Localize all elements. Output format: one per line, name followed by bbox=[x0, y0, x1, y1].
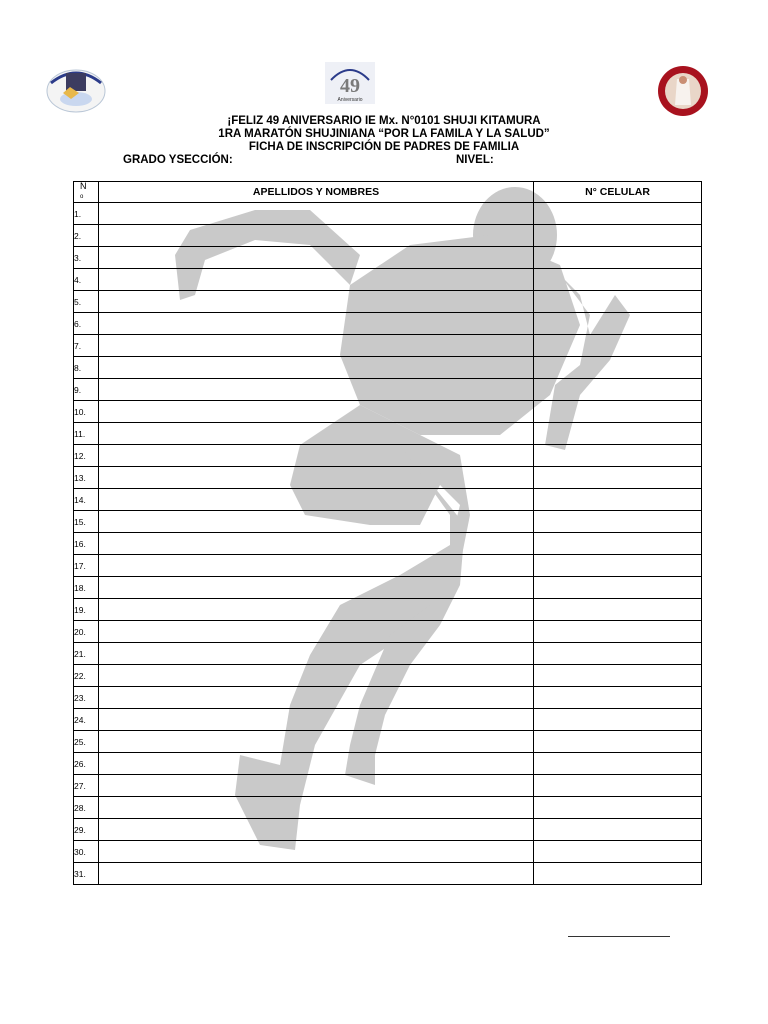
title-form: FICHA DE INSCRIPCIÓN DE PADRES DE FAMILIA bbox=[248, 141, 520, 153]
name-cell[interactable] bbox=[99, 775, 534, 797]
table-row bbox=[74, 797, 702, 819]
name-cell[interactable] bbox=[99, 665, 534, 687]
row-number: 26. bbox=[74, 753, 99, 775]
phone-cell[interactable] bbox=[534, 555, 702, 577]
name-cell[interactable] bbox=[99, 313, 534, 335]
row-number: 22. bbox=[74, 665, 99, 687]
name-cell[interactable] bbox=[99, 533, 534, 555]
name-cell[interactable] bbox=[99, 797, 534, 819]
name-cell[interactable] bbox=[99, 599, 534, 621]
phone-cell[interactable] bbox=[534, 225, 702, 247]
anniversary-49-logo bbox=[325, 62, 375, 104]
name-cell[interactable] bbox=[99, 621, 534, 643]
row-number: 12. bbox=[74, 445, 99, 467]
name-cell[interactable] bbox=[99, 687, 534, 709]
phone-cell[interactable] bbox=[534, 819, 702, 841]
phone-cell[interactable] bbox=[534, 753, 702, 775]
table-row bbox=[74, 313, 702, 335]
header-phone: N° CELULAR bbox=[534, 182, 702, 203]
header-number-label: N bbox=[80, 181, 87, 191]
grado-seccion-label: GRADO YSECCIÓN: bbox=[123, 154, 233, 166]
row-number: 4. bbox=[74, 269, 99, 291]
row-number: 13. bbox=[74, 467, 99, 489]
row-number: 19. bbox=[74, 599, 99, 621]
phone-cell[interactable] bbox=[534, 621, 702, 643]
row-number: 18. bbox=[74, 577, 99, 599]
row-number: 1. bbox=[74, 203, 99, 225]
name-cell[interactable] bbox=[99, 225, 534, 247]
name-cell[interactable] bbox=[99, 269, 534, 291]
name-cell[interactable] bbox=[99, 335, 534, 357]
row-number: 5. bbox=[74, 291, 99, 313]
table-row bbox=[74, 291, 702, 313]
phone-cell[interactable] bbox=[534, 445, 702, 467]
phone-cell[interactable] bbox=[534, 665, 702, 687]
phone-cell[interactable] bbox=[534, 797, 702, 819]
row-number: 20. bbox=[74, 621, 99, 643]
phone-cell[interactable] bbox=[534, 489, 702, 511]
phone-cell[interactable] bbox=[534, 379, 702, 401]
table-row bbox=[74, 401, 702, 423]
row-number: 27. bbox=[74, 775, 99, 797]
row-number: 31. bbox=[74, 863, 99, 885]
table-row bbox=[74, 577, 702, 599]
row-number: 30. bbox=[74, 841, 99, 863]
name-cell[interactable] bbox=[99, 863, 534, 885]
phone-cell[interactable] bbox=[534, 313, 702, 335]
table-row bbox=[74, 709, 702, 731]
phone-cell[interactable] bbox=[534, 533, 702, 555]
row-number: 11. bbox=[74, 423, 99, 445]
phone-cell[interactable] bbox=[534, 599, 702, 621]
registration-table bbox=[73, 181, 702, 885]
name-cell[interactable] bbox=[99, 445, 534, 467]
phone-cell[interactable] bbox=[534, 511, 702, 533]
row-number: 7. bbox=[74, 335, 99, 357]
row-number: 8. bbox=[74, 357, 99, 379]
phone-cell[interactable] bbox=[534, 291, 702, 313]
phone-cell[interactable] bbox=[534, 577, 702, 599]
phone-cell[interactable] bbox=[534, 643, 702, 665]
phone-cell[interactable] bbox=[534, 841, 702, 863]
row-number: 25. bbox=[74, 731, 99, 753]
table-row bbox=[74, 225, 702, 247]
row-number: 15. bbox=[74, 511, 99, 533]
table-row bbox=[74, 753, 702, 775]
row-number: 2. bbox=[74, 225, 99, 247]
name-cell[interactable] bbox=[99, 841, 534, 863]
row-number: 14. bbox=[74, 489, 99, 511]
phone-cell[interactable] bbox=[534, 731, 702, 753]
phone-cell[interactable] bbox=[534, 863, 702, 885]
nivel-label: NIVEL: bbox=[456, 154, 494, 166]
table-row bbox=[74, 863, 702, 885]
name-cell[interactable] bbox=[99, 511, 534, 533]
table-row bbox=[74, 731, 702, 753]
signature-line bbox=[568, 936, 670, 937]
name-cell[interactable] bbox=[99, 357, 534, 379]
table-row bbox=[74, 335, 702, 357]
table-row bbox=[74, 357, 702, 379]
row-number: 3. bbox=[74, 247, 99, 269]
name-cell[interactable] bbox=[99, 731, 534, 753]
name-cell[interactable] bbox=[99, 291, 534, 313]
phone-cell[interactable] bbox=[534, 335, 702, 357]
table-row bbox=[74, 269, 702, 291]
name-cell[interactable] bbox=[99, 379, 534, 401]
table-row bbox=[74, 423, 702, 445]
phone-cell[interactable] bbox=[534, 357, 702, 379]
table-row bbox=[74, 599, 702, 621]
name-cell[interactable] bbox=[99, 489, 534, 511]
table-row bbox=[74, 555, 702, 577]
table-row bbox=[74, 819, 702, 841]
title-anniversary: ¡FELIZ 49 ANIVERSARIO IE Mx. N°0101 SHUJI KITAMURA bbox=[227, 115, 541, 127]
name-cell[interactable] bbox=[99, 467, 534, 489]
table-row bbox=[74, 643, 702, 665]
row-number: 21. bbox=[74, 643, 99, 665]
row-number: 24. bbox=[74, 709, 99, 731]
row-number: 6. bbox=[74, 313, 99, 335]
name-cell[interactable] bbox=[99, 423, 534, 445]
phone-cell[interactable] bbox=[534, 687, 702, 709]
header-number bbox=[74, 182, 99, 203]
phone-cell[interactable] bbox=[534, 775, 702, 797]
religious-medallion-logo bbox=[657, 65, 709, 117]
table-row bbox=[74, 841, 702, 863]
phone-cell[interactable] bbox=[534, 709, 702, 731]
row-number: 28. bbox=[74, 797, 99, 819]
name-cell[interactable] bbox=[99, 709, 534, 731]
table-row bbox=[74, 665, 702, 687]
row-number: 10. bbox=[74, 401, 99, 423]
table-row bbox=[74, 379, 702, 401]
header-names: APELLIDOS Y NOMBRES bbox=[99, 182, 534, 203]
phone-cell[interactable] bbox=[534, 401, 702, 423]
table-body bbox=[74, 203, 702, 885]
table-row bbox=[74, 621, 702, 643]
table-row bbox=[74, 511, 702, 533]
row-number: 23. bbox=[74, 687, 99, 709]
anniversary-caption: Aniversario bbox=[337, 97, 363, 103]
name-cell[interactable] bbox=[99, 753, 534, 775]
title-marathon: 1RA MARATÓN SHUJINIANA “POR LA FAMILA Y LA SALUD” bbox=[218, 128, 550, 140]
phone-cell[interactable] bbox=[534, 467, 702, 489]
table-row bbox=[74, 533, 702, 555]
phone-cell[interactable] bbox=[534, 423, 702, 445]
anniversary-number: 49 bbox=[340, 75, 360, 97]
table-row bbox=[74, 489, 702, 511]
table-row bbox=[74, 445, 702, 467]
table-row bbox=[74, 203, 702, 225]
name-cell[interactable] bbox=[99, 577, 534, 599]
table-header-row bbox=[74, 182, 702, 203]
row-number: 16. bbox=[74, 533, 99, 555]
name-cell[interactable] bbox=[99, 401, 534, 423]
row-number: 29. bbox=[74, 819, 99, 841]
header-number-sub: o bbox=[80, 194, 84, 200]
table-row bbox=[74, 687, 702, 709]
name-cell[interactable] bbox=[99, 555, 534, 577]
name-cell[interactable] bbox=[99, 247, 534, 269]
name-cell[interactable] bbox=[99, 819, 534, 841]
name-cell[interactable] bbox=[99, 643, 534, 665]
table-row bbox=[74, 467, 702, 489]
phone-cell[interactable] bbox=[534, 269, 702, 291]
name-cell[interactable] bbox=[99, 203, 534, 225]
row-number: 9. bbox=[74, 379, 99, 401]
table-row bbox=[74, 247, 702, 269]
table-row bbox=[74, 775, 702, 797]
phone-cell[interactable] bbox=[534, 203, 702, 225]
school-crest-logo bbox=[45, 63, 107, 113]
row-number: 17. bbox=[74, 555, 99, 577]
phone-cell[interactable] bbox=[534, 247, 702, 269]
